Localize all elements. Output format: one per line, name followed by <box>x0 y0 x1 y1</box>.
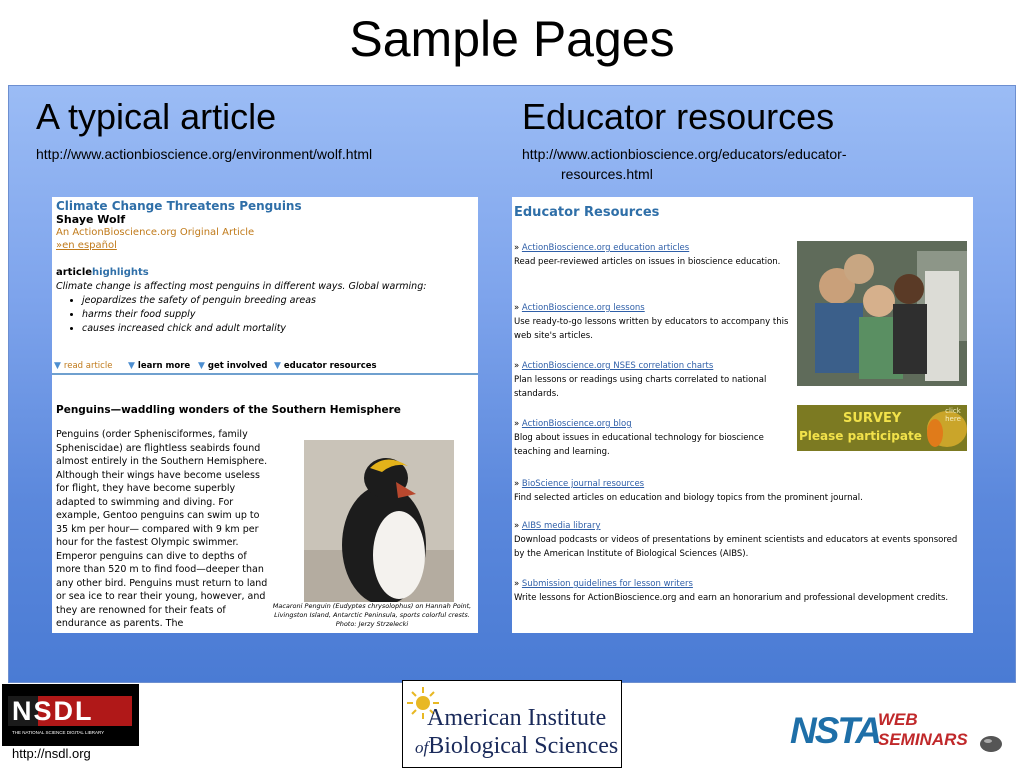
media-library-link[interactable]: AIBS media library <box>521 521 601 531</box>
tab-get-involved[interactable]: ▼ get involved <box>198 361 268 371</box>
aibs-line2: ofBiological Sciences <box>415 733 619 759</box>
students-photo <box>797 241 967 386</box>
slide-title: Sample Pages <box>349 11 675 67</box>
list-item: » Submission guidelines for lesson writers Write lessons for ActionBioscience.org and earn an honorarium and professional development credits. <box>514 579 949 603</box>
educator-url-line2[interactable]: resources.html <box>561 166 653 182</box>
educator-url-line1[interactable]: http://www.actionbioscience.org/educators/educator- <box>522 146 847 162</box>
triangle-down-icon: ▼ <box>128 361 135 371</box>
triangle-down-icon: ▼ <box>274 361 281 371</box>
article-url[interactable]: http://www.actionbioscience.org/environment/wolf.html <box>36 146 373 162</box>
article-original-note: An ActionBioscience.org Original Article <box>56 227 255 238</box>
journal-resources-link[interactable]: BioScience journal resources <box>521 479 645 489</box>
article-author: Shaye Wolf <box>56 213 126 226</box>
section-title: Penguins—waddling wonders of the Southern Hemisphere <box>56 404 401 416</box>
article-highlights-label: articlehighlights <box>56 267 149 278</box>
blog-link[interactable]: ActionBioscience.org blog <box>521 419 632 429</box>
survey-subtitle: Please participate <box>799 429 922 443</box>
education-articles-link[interactable]: ActionBioscience.org education articles <box>521 243 690 253</box>
highlights-list <box>82 294 316 336</box>
list-item: » BioScience journal resources Find selected articles on education and biology topics from the prominent journal. <box>514 479 863 503</box>
penguin-photo <box>304 440 454 602</box>
article-screenshot <box>52 197 478 633</box>
list-item: • harms their food supply <box>82 308 316 322</box>
lessons-link[interactable]: ActionBioscience.org lessons <box>521 303 645 313</box>
triangle-down-icon: ▼ <box>54 361 61 371</box>
highlights-intro: Climate change is affecting most penguins in different ways. Global warming: <box>56 281 427 292</box>
survey-title: SURVEY <box>843 411 902 426</box>
educator-page-title: Educator Resources <box>514 205 660 220</box>
article-heading: A typical article <box>36 96 277 137</box>
submission-guidelines-link[interactable]: Submission guidelines for lesson writers <box>521 579 693 589</box>
tab-read-article[interactable]: ▼ read article <box>54 361 113 371</box>
article-tabs <box>52 359 478 375</box>
triangle-down-icon: ▼ <box>198 361 205 371</box>
nsta-web: WEB <box>878 710 918 729</box>
article-title: Climate Change Threatens Penguins <box>56 199 302 213</box>
nsdl-logo <box>2 684 139 746</box>
nsta-wordmark: NSTA <box>790 710 880 751</box>
mouse-icon <box>978 732 1004 754</box>
survey-click-label: click here <box>945 407 961 423</box>
list-item: » ActionBioscience.org lessons Use ready-to-go lessons written by educators to accompany this web site's articles. <box>514 303 789 341</box>
espanol-link[interactable]: »en español <box>56 240 117 251</box>
nsdl-wordmark: NSDL <box>12 696 94 726</box>
nses-charts-link[interactable]: ActionBioscience.org NSES correlation charts <box>521 361 714 371</box>
nsdl-url[interactable]: http://nsdl.org <box>12 746 91 761</box>
list-item: » ActionBioscience.org education articles Read peer-reviewed articles on issues in bioscience education. <box>514 243 781 267</box>
list-item: • causes increased chick and adult mortality <box>82 322 316 336</box>
photo-caption: Macaroni Penguin (Eudyptes chrysolophus) on Hannah Point, Livingston Island, Antarctic Peninsula, sports colorful crests. Photo: Jerzy Strzelecki <box>272 602 472 628</box>
aibs-line1: American Institute <box>427 705 607 731</box>
tab-educator-resources[interactable]: ▼ educator resources <box>274 361 377 371</box>
list-item: • jeopardizes the safety of penguin breeding areas <box>82 294 316 308</box>
nsta-seminars: SEMINARS <box>878 730 968 749</box>
educator-heading: Educator resources <box>522 96 835 137</box>
nsta-web-seminars-logo <box>790 710 1005 758</box>
survey-banner[interactable] <box>797 405 967 451</box>
list-item: » ActionBioscience.org blog Blog about issues in educational technology for bioscience teaching and learning. <box>514 419 764 457</box>
tab-learn-more[interactable]: ▼ learn more <box>128 361 191 371</box>
article-body: Penguins (order Sphenisciformes, family Spheniscidae) are flightless seabirds found almost entirely in the Southern Hemisphere. Although their wings have become useless for flight, they have become superbly adapted to swimming and diving. For example, Gentoo penguins can swim up to 35 km per hour— compared with 9 km per hour for the fastest Olympic swimmer. Emperor penguins can dive to depths of more than 520 m to find food—deeper than any other bird. Penguins must return to land or sea ice to rear their young, however, and they are renowned for their feats of endurance as parents. The <box>56 429 268 629</box>
list-item: » ActionBioscience.org NSES correlation charts Plan lessons or readings using charts correlated to national standards. <box>514 361 767 399</box>
nsdl-tagline: THE NATIONAL SCIENCE DIGITAL LIBRARY <box>12 730 105 735</box>
list-item: » AIBS media library Download podcasts or videos of presentations by eminent scientists and educators at events sponsored by the American Institute of Biological Sciences (AIBS). <box>514 521 958 559</box>
aibs-logo <box>402 680 622 768</box>
educator-screenshot <box>512 197 973 633</box>
